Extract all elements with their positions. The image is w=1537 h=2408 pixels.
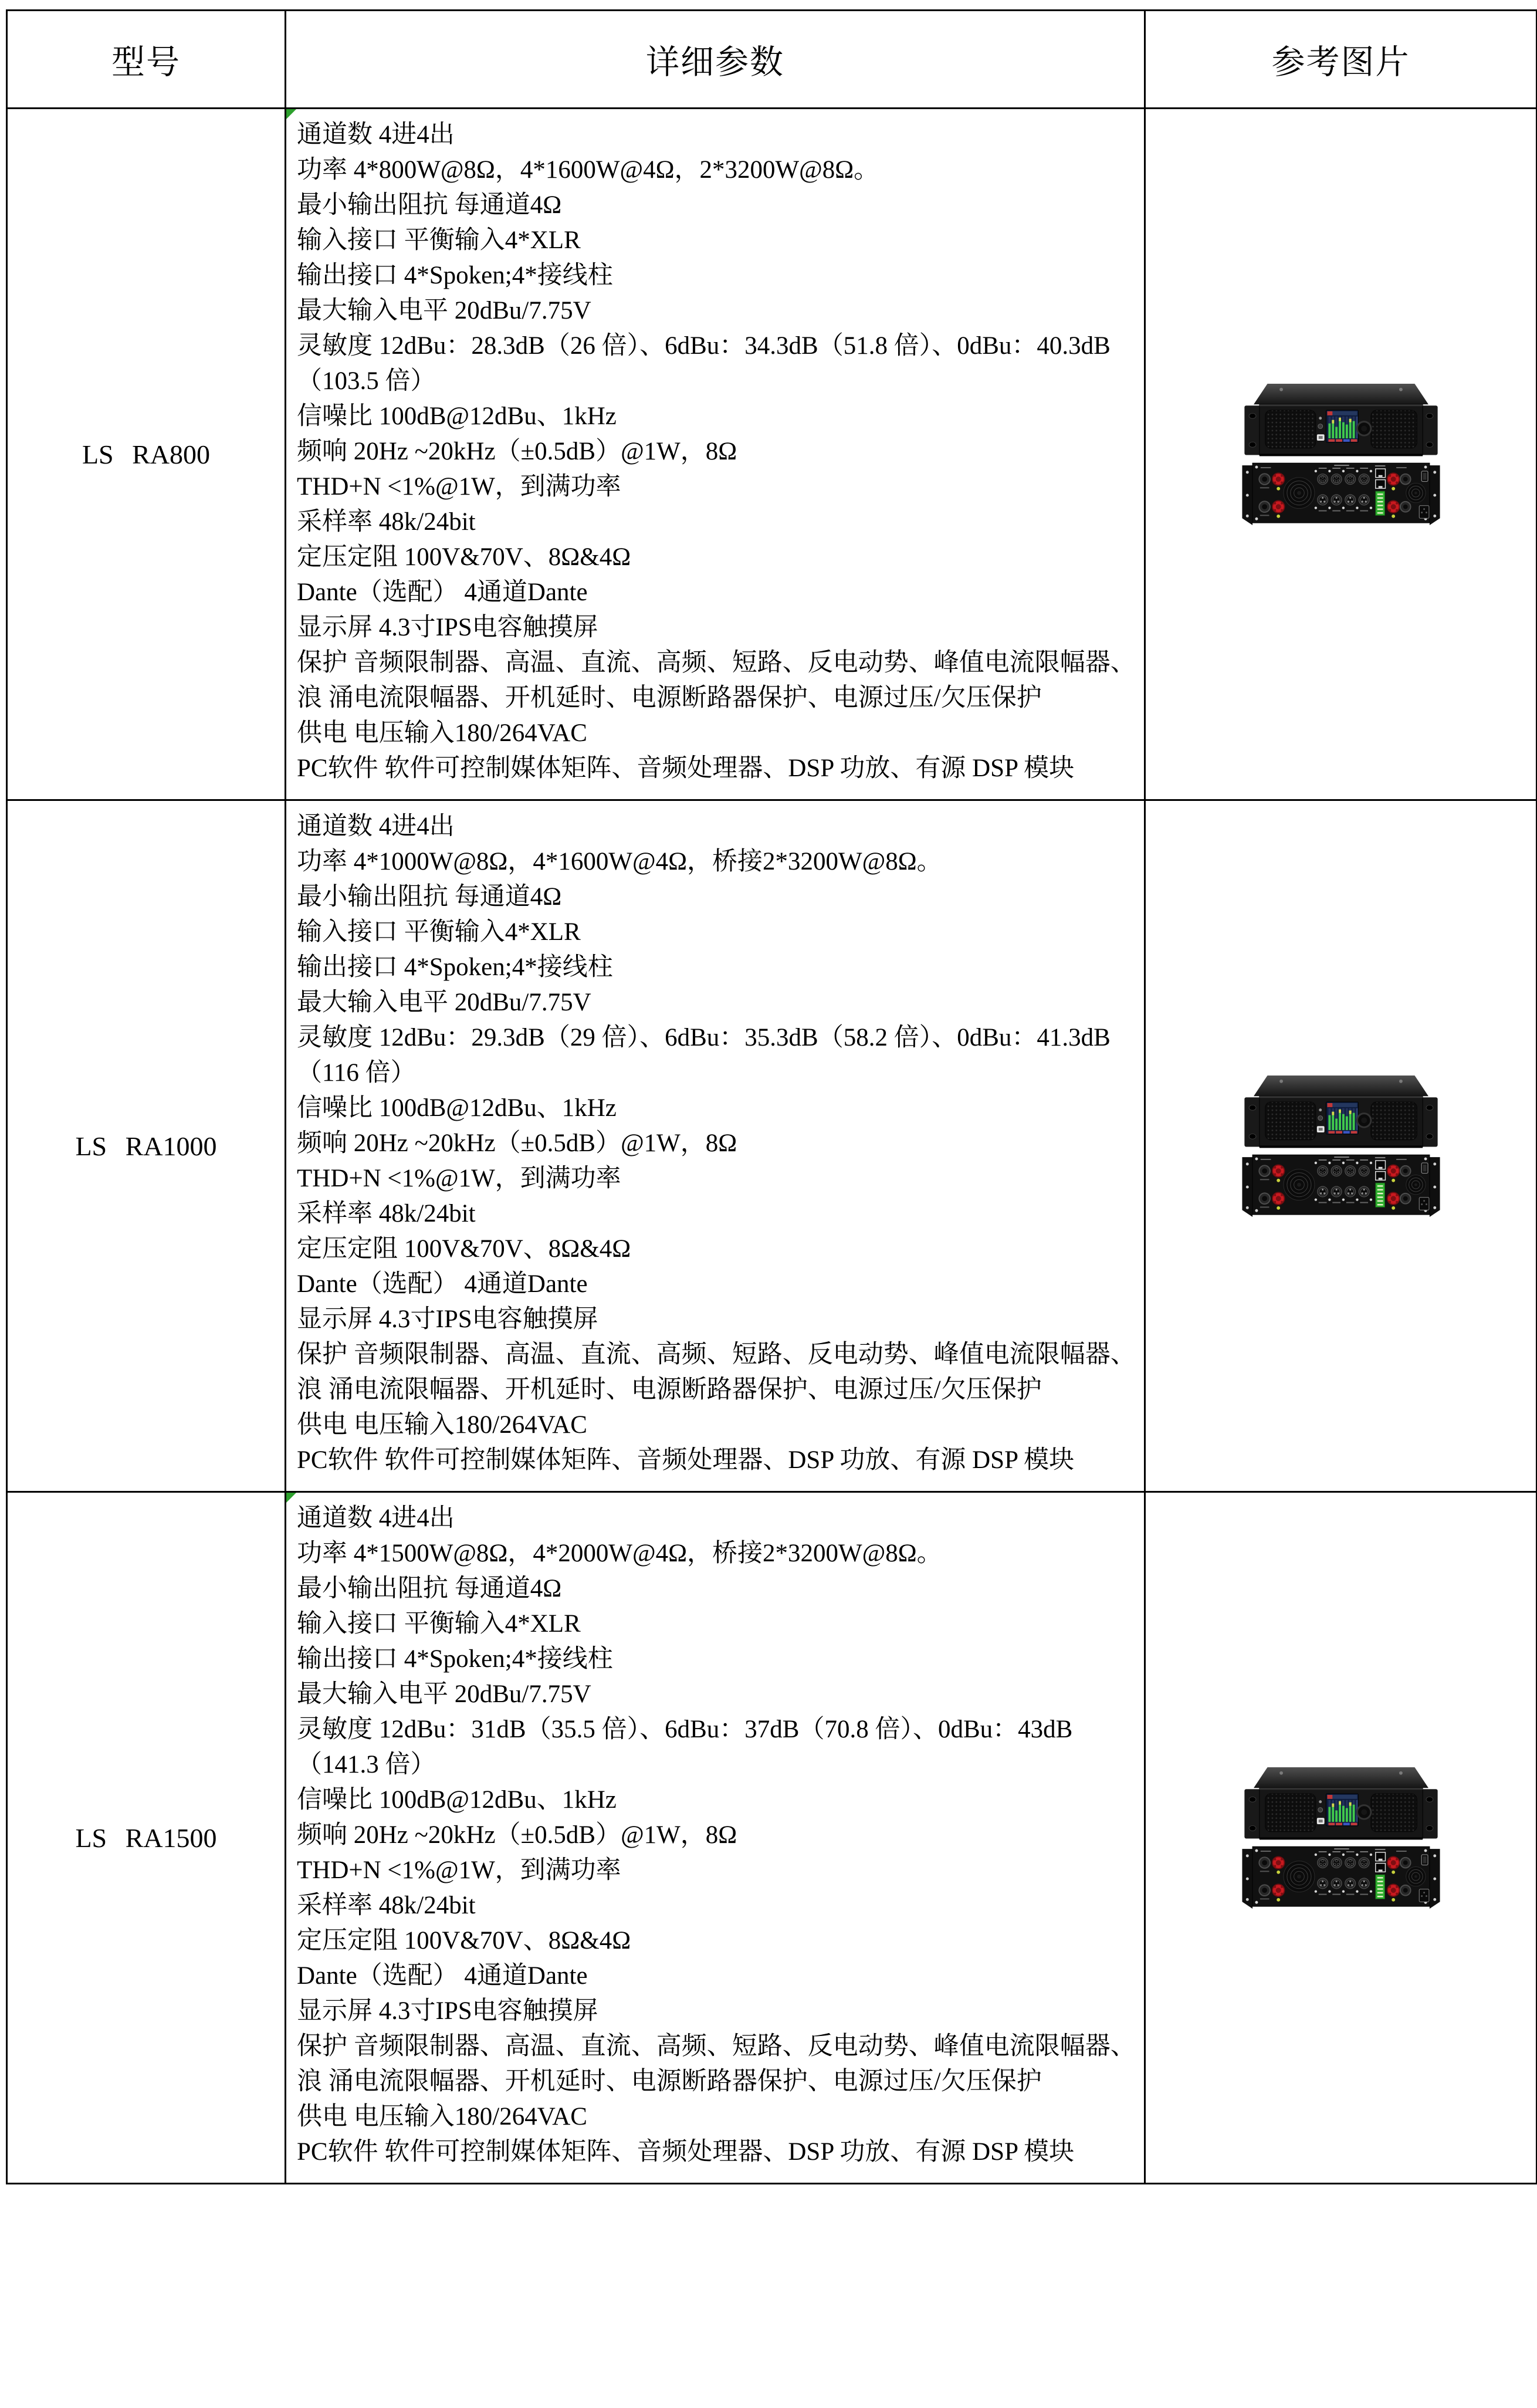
spec-line: 保护 音频限制器、高温、直流、高频、短路、反电动势、峰值电流限幅器、浪 涌电流限幅器、开机延时、电源断路器保护、电源过压/欠压保护	[297, 2032, 1136, 2095]
spec-line: 采样率 48k/24bit	[297, 508, 476, 536]
spec-line: PC软件 软件可控制媒体矩阵、音频处理器、DSP 功放、有源 DSP 模块	[297, 1446, 1075, 1474]
spec-line: 信噪比 100dB@12dBu、1kHz	[297, 1786, 617, 1814]
cell-corner-marker	[286, 1493, 296, 1503]
model-name: LS RA1000	[7, 800, 286, 1492]
reference-image-cell	[1145, 109, 1537, 800]
amplifier-photo	[1226, 1072, 1456, 1220]
spec-line: 灵敏度 12dBu：28.3dB（26 倍）、6dBu：34.3dB（51.8 倍）、0dBu：40.3dB（103.5 倍）	[297, 332, 1111, 395]
spec-line: 供电 电压输入180/264VAC	[297, 2103, 587, 2130]
spec-line: THD+N <1%@1W，到满功率	[297, 1856, 621, 1884]
spec-line: 采样率 48k/24bit	[297, 1200, 476, 1227]
spec-line: 定压定阻 100V&70V、8Ω&4Ω	[297, 543, 631, 571]
table-row-ra1500	[7, 1492, 1537, 2184]
spec-line: 定压定阻 100V&70V、8Ω&4Ω	[297, 1927, 631, 1954]
spec-line: 灵敏度 12dBu：29.3dB（29 倍）、6dBu：35.3dB（58.2 倍）、0dBu：41.3dB（116 倍）	[297, 1024, 1111, 1087]
spec-line: 频响 20Hz ~20kHz（±0.5dB）@1W，8Ω	[297, 438, 737, 465]
spec-line: 信噪比 100dB@12dBu、1kHz	[297, 403, 617, 430]
spec-line: 输入接口 平衡输入4*XLR	[297, 1610, 581, 1638]
spec-cell	[286, 800, 1145, 1492]
spec-cell	[286, 1492, 1145, 2184]
spec-line: 最小输出阻抗 每通道4Ω	[297, 1575, 562, 1602]
spec-line: 通道数 4进4出	[297, 813, 455, 840]
spec-line: PC软件 软件可控制媒体矩阵、音频处理器、DSP 功放、有源 DSP 模块	[297, 2138, 1075, 2166]
product-spec-table	[6, 9, 1537, 2184]
table-header-row	[7, 11, 1537, 109]
spec-line: 功率 4*1000W@8Ω，4*1600W@4Ω，桥接2*3200W@8Ω。	[297, 848, 942, 875]
spec-line: Dante（选配） 4通道Dante	[297, 1962, 588, 1990]
spec-line: 定压定阻 100V&70V、8Ω&4Ω	[297, 1235, 631, 1263]
amplifier-photo	[1226, 1764, 1456, 1912]
spec-line: THD+N <1%@1W，到满功率	[297, 473, 621, 500]
spec-line: 最小输出阻抗 每通道4Ω	[297, 883, 562, 911]
spec-line: 最小输出阻抗 每通道4Ω	[297, 191, 562, 219]
reference-image-cell	[1145, 800, 1537, 1492]
spec-lines	[297, 117, 1136, 786]
spec-line: 供电 电压输入180/264VAC	[297, 719, 587, 747]
spec-line: Dante（选配） 4通道Dante	[297, 579, 588, 606]
spec-line: Dante（选配） 4通道Dante	[297, 1270, 588, 1298]
spec-line: PC软件 软件可控制媒体矩阵、音频处理器、DSP 功放、有源 DSP 模块	[297, 755, 1075, 782]
header-reference-image: 参考图片	[1145, 11, 1537, 109]
spec-line: 保护 音频限制器、高温、直流、高频、短路、反电动势、峰值电流限幅器、浪 涌电流限幅器、开机延时、电源断路器保护、电源过压/欠压保护	[297, 1341, 1136, 1403]
spec-line: 输入接口 平衡输入4*XLR	[297, 918, 581, 946]
spec-line: 灵敏度 12dBu：31dB（35.5 倍）、6dBu：37dB（70.8 倍）、0dBu：43dB（141.3 倍）	[297, 1716, 1073, 1778]
spec-line: 保护 音频限制器、高温、直流、高频、短路、反电动势、峰值电流限幅器、浪 涌电流限幅器、开机延时、电源断路器保护、电源过压/欠压保护	[297, 649, 1136, 712]
spec-line: 显示屏 4.3寸IPS电容触摸屏	[297, 1997, 598, 2025]
reference-image-cell	[1145, 1492, 1537, 2184]
spec-line: 频响 20Hz ~20kHz（±0.5dB）@1W，8Ω	[297, 1821, 737, 1849]
spec-lines	[297, 1501, 1136, 2170]
model-name: LS RA1500	[7, 1492, 286, 2184]
model-name: LS RA800	[7, 109, 286, 800]
header-model: 型号	[7, 11, 286, 109]
spec-line: 最大输入电平 20dBu/7.75V	[297, 989, 591, 1016]
cell-corner-marker	[286, 109, 296, 119]
table-row-ra1000	[7, 800, 1537, 1492]
spec-line: 输出接口 4*Spoken;4*接线柱	[297, 262, 613, 289]
spec-line: 显示屏 4.3寸IPS电容触摸屏	[297, 614, 598, 641]
header-detailed-params: 详细参数	[286, 11, 1145, 109]
amplifier-photo	[1226, 380, 1456, 529]
spec-line: 显示屏 4.3寸IPS电容触摸屏	[297, 1306, 598, 1333]
spec-line: 供电 电压输入180/264VAC	[297, 1411, 587, 1439]
spec-lines	[297, 809, 1136, 1478]
spec-line: 功率 4*800W@8Ω，4*1600W@4Ω，2*3200W@8Ω。	[297, 156, 879, 184]
spec-line: 通道数 4进4出	[297, 121, 455, 148]
spec-line: 输出接口 4*Spoken;4*接线柱	[297, 1645, 613, 1673]
spec-line: 输出接口 4*Spoken;4*接线柱	[297, 953, 613, 981]
table-row-ra800	[7, 109, 1537, 800]
spec-line: 最大输入电平 20dBu/7.75V	[297, 297, 591, 324]
spec-cell	[286, 109, 1145, 800]
spec-line: 信噪比 100dB@12dBu、1kHz	[297, 1094, 617, 1122]
spec-line: 通道数 4进4出	[297, 1504, 455, 1532]
spec-line: 最大输入电平 20dBu/7.75V	[297, 1680, 591, 1708]
spec-line: THD+N <1%@1W，到满功率	[297, 1165, 621, 1192]
spec-line: 功率 4*1500W@8Ω，4*2000W@4Ω，桥接2*3200W@8Ω。	[297, 1540, 942, 1567]
spec-line: 采样率 48k/24bit	[297, 1892, 476, 1919]
spec-line: 频响 20Hz ~20kHz（±0.5dB）@1W，8Ω	[297, 1129, 737, 1157]
spec-line: 输入接口 平衡输入4*XLR	[297, 226, 581, 254]
